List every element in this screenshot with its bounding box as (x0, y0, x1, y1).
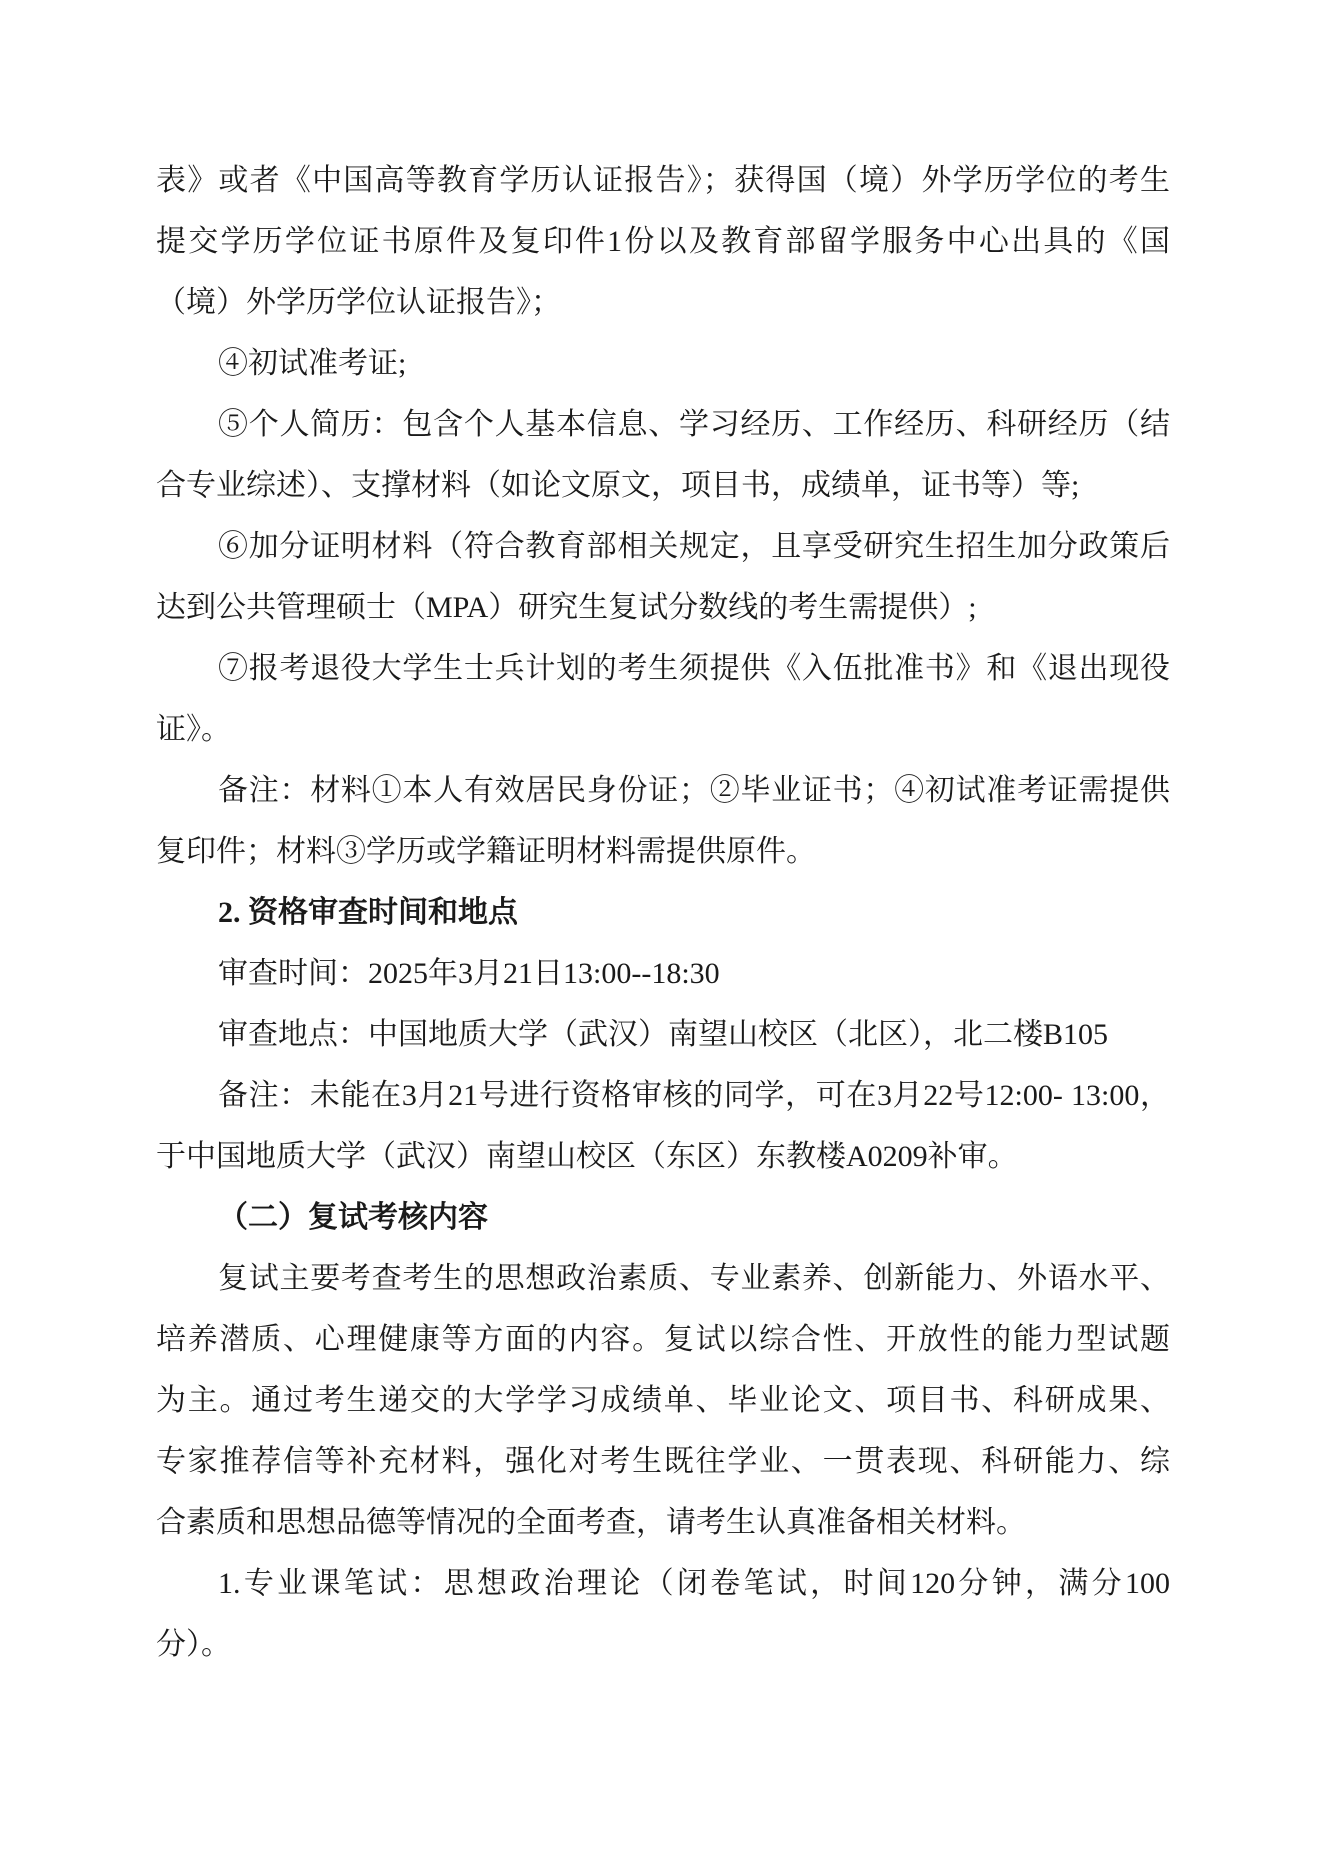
doc-line-review-place: 审查地点：中国地质大学（武汉）南望山校区（北区），北二楼B105 (218, 1018, 1109, 1051)
doc-line: 表》或者《中国高等教育学历认证报告》；获得国（境）外学历学位的考生 (156, 164, 1170, 197)
doc-line: 合专业综述）、支撑材料（如论文原文，项目书，成绩单，证书等）等; (156, 469, 1080, 502)
doc-line: 分）。 (156, 1628, 231, 1661)
doc-line: 证》。 (156, 713, 231, 746)
doc-line: 为主。通过考生递交的大学学习成绩单、毕业论文、项目书、科研成果、 (156, 1384, 1170, 1417)
doc-line-item-5: ⑤个人简历：包含个人基本信息、学习经历、工作经历、科研经历（结 (218, 408, 1170, 441)
doc-line: 专家推荐信等补充材料，强化对考生既往学业、一贯表现、科研能力、综 (156, 1445, 1170, 1478)
doc-line-item-7: ⑦报考退役大学生士兵计划的考生须提供《入伍批准书》和《退出现役 (218, 652, 1170, 685)
doc-line: （境）外学历学位认证报告》； (156, 286, 561, 319)
doc-line: 复印件；材料③学历或学籍证明材料需提供原件。 (156, 835, 816, 868)
doc-line: 合素质和思想品德等情况的全面考查，请考生认真准备相关材料。 (156, 1506, 1026, 1539)
doc-line-written-test: 1.专业课笔试：思想政治理论（闭卷笔试，时间120分钟，满分100 (218, 1567, 1170, 1600)
doc-line-review-time: 审查时间：2025年3月21日13:00--18:30 (218, 957, 720, 990)
doc-line-item-4: ④初试准考证; (218, 347, 407, 380)
doc-line: 培养潜质、心理健康等方面的内容。复试以综合性、开放性的能力型试题 (156, 1323, 1170, 1356)
doc-line-note-materials: 备注：材料①本人有效居民身份证；②毕业证书；④初试准考证需提供 (218, 774, 1170, 807)
doc-line-note-makeup: 备注：未能在3月21号进行资格审核的同学，可在3月22号12:00- 13:00， (218, 1079, 1170, 1112)
doc-line-item-6: ⑥加分证明材料（符合教育部相关规定，且享受研究生招生加分政策后 (218, 530, 1170, 563)
doc-line: 于中国地质大学（武汉）南望山校区（东区）东教楼A0209补审。 (156, 1140, 1018, 1173)
doc-line: 达到公共管理硕士（MPA）研究生复试分数线的考生需提供）; (156, 591, 977, 624)
section-heading-exam-content: （二）复试考核内容 (218, 1201, 488, 1234)
doc-line: 复试主要考查考生的思想政治素质、专业素养、创新能力、外语水平、 (218, 1262, 1170, 1295)
doc-line: 提交学历学位证书原件及复印件1份以及教育部留学服务中心出具的《国 (156, 225, 1170, 258)
section-heading-review-time-place: 2. 资格审查时间和地点 (218, 896, 518, 929)
